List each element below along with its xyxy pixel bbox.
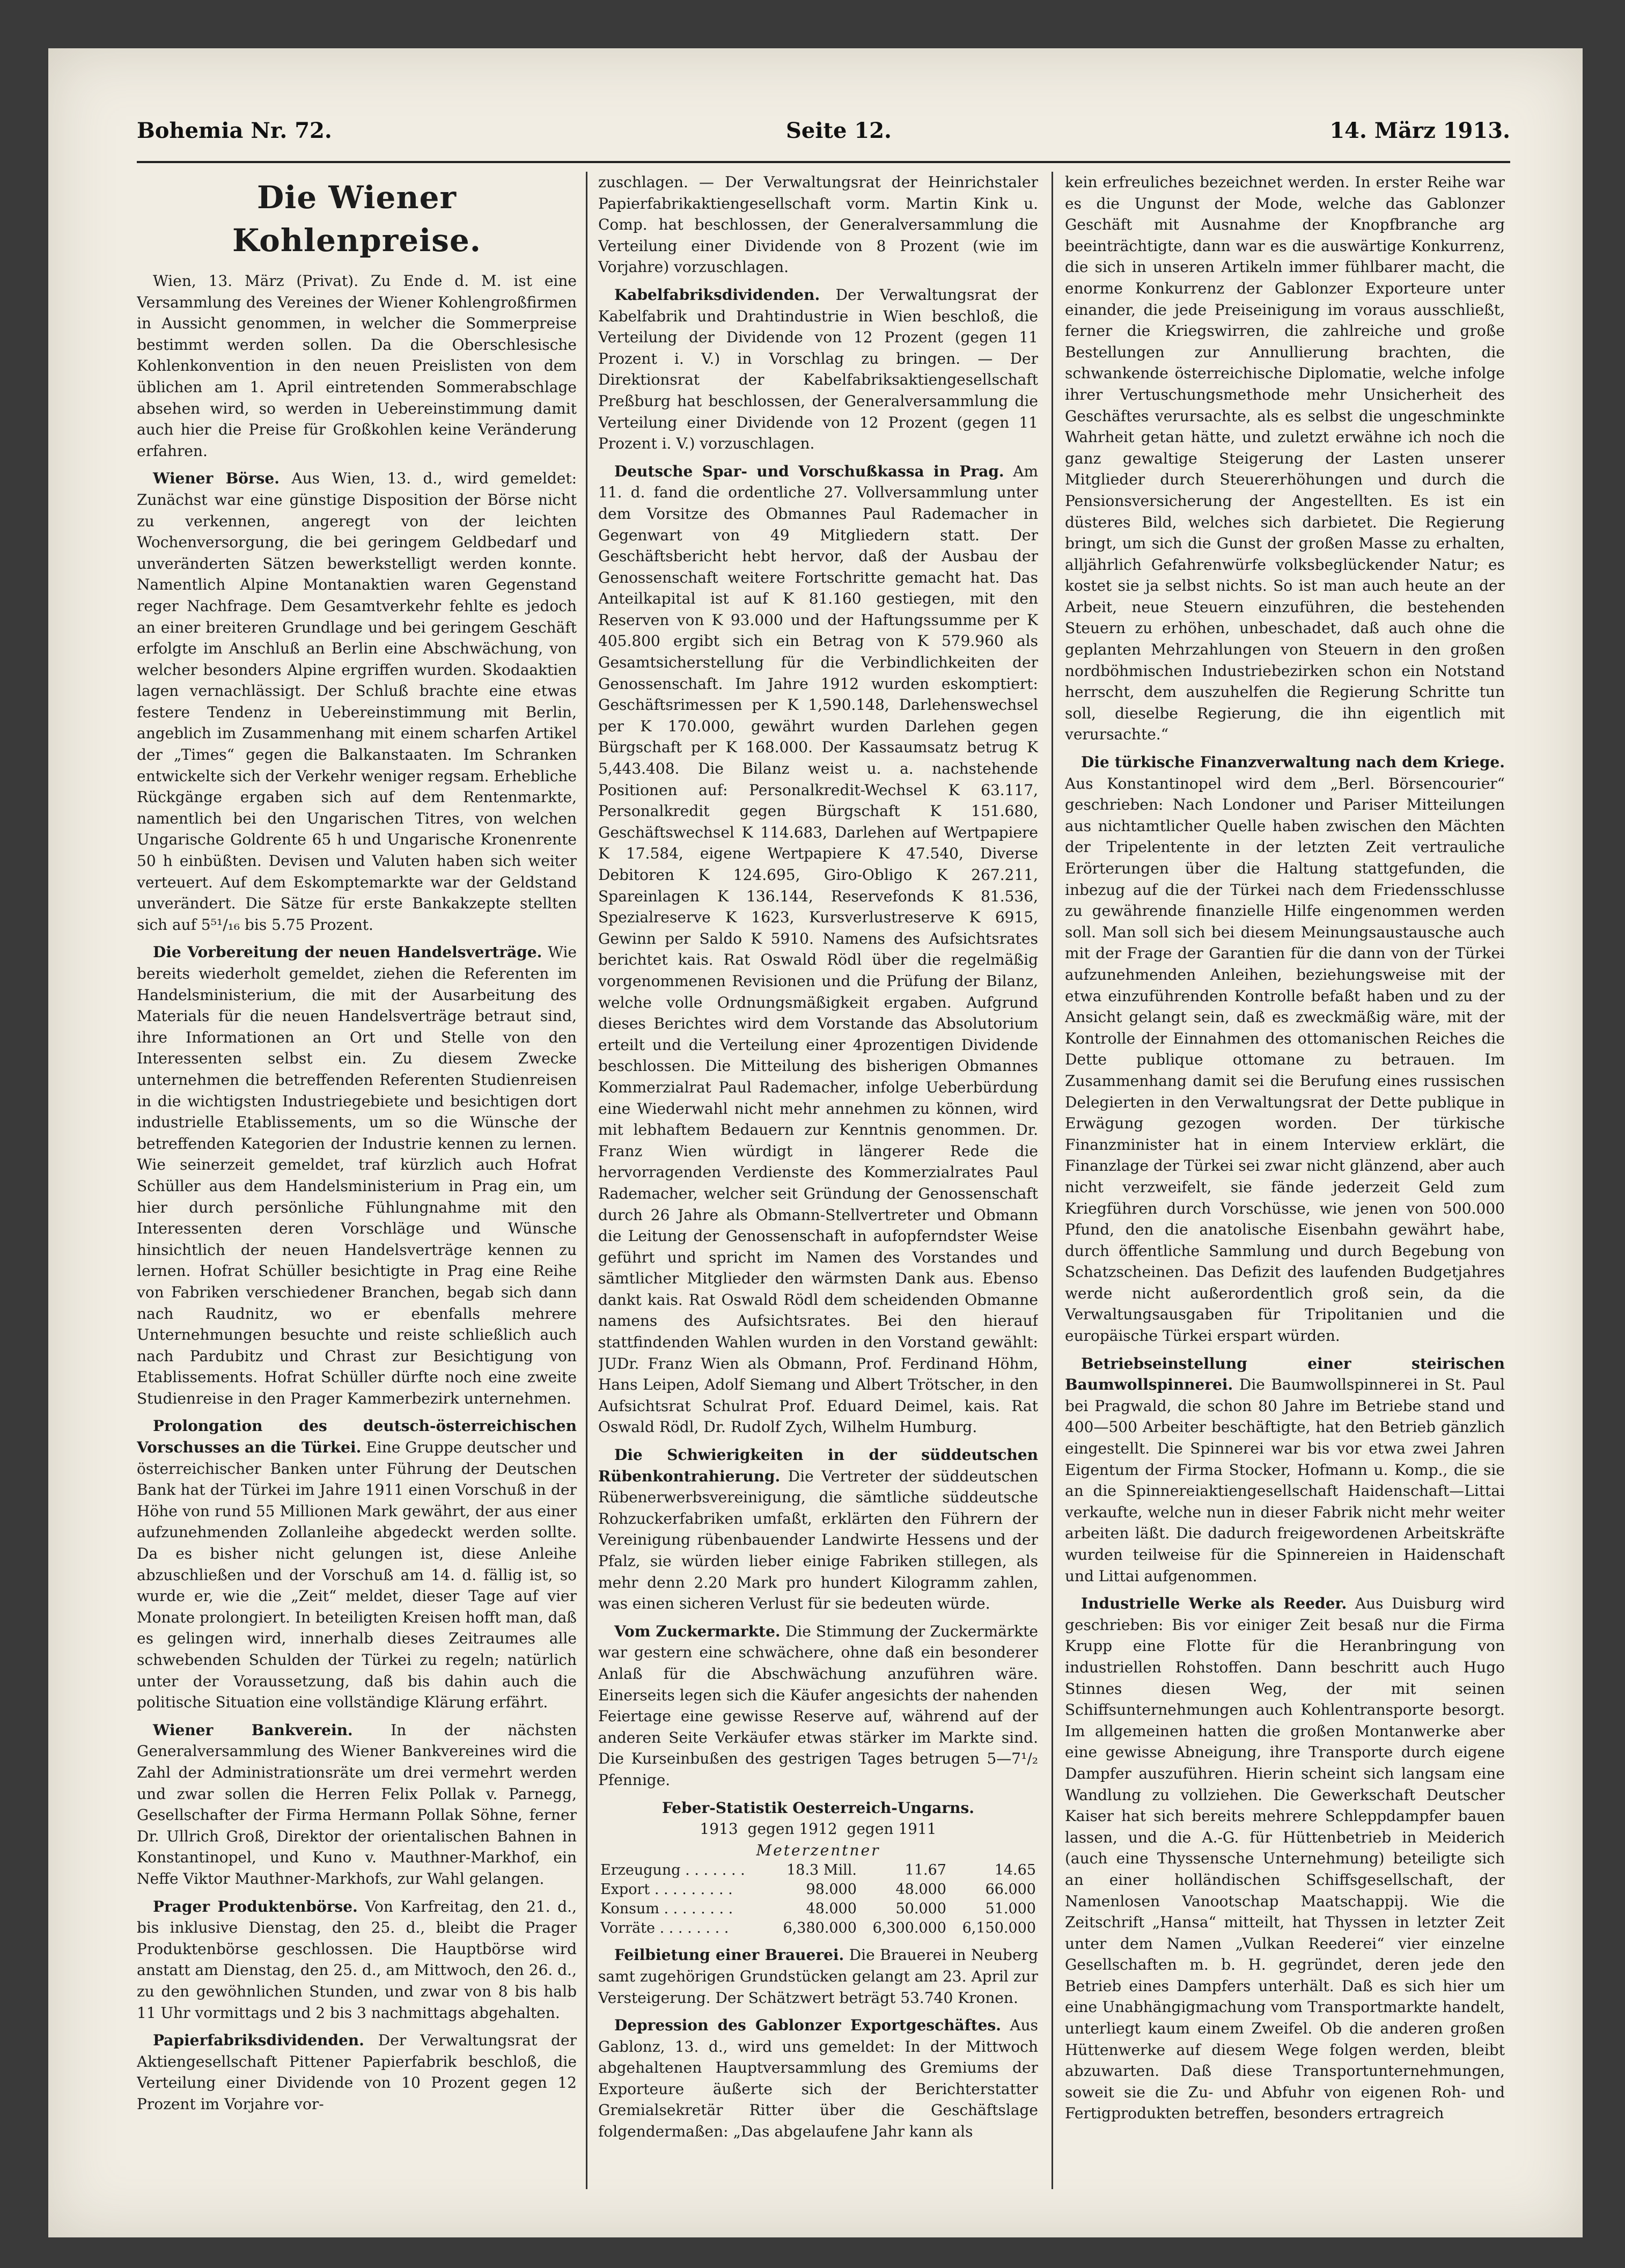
column-1	[137, 172, 577, 2189]
news-item-heading: Depression des Gablonzer Exportgeschäftes.	[614, 2016, 1001, 2035]
news-item-heading: Vom Zuckermarkte.	[614, 1622, 781, 1640]
news-item-heading: Kabelfabriksdividenden.	[614, 285, 820, 304]
news-item-heading: Die türkische Finanzverwaltung nach dem Kriege.	[1081, 753, 1505, 772]
news-item-heading: Prager Produktenbörse.	[153, 1897, 358, 1915]
stats-row	[598, 1880, 1038, 1899]
column-2	[598, 172, 1038, 2189]
news-item-text: Wie bereits wiederholt gemeldet, ziehen die Referenten im Handelsministerium, die mit der Ausarbeitung des Materials für die neuen Handelsverträge betraut sind, ihre Informationen an Ort und Stelle von den Interessenten selbst ein. Zu diesem Zwecke unternehmen die betreffenden Referenten Studienreisen in die wichtigsten Industriegebiete und besichtigen dort industrielle Etablissements, um so die Wünsche der betreffenden Kategorien der Industrie kennen zu lernen. Wie seinerzeit gemeldet, traf kürzlich auch Hofrat Schüller aus dem Handelsministerium in Prag ein, um hier durch persönliche Fühlungnahme mit den Interessenten deren Vorschläge und Wünsche hinsichtlich der neuen Handelsverträge kennen zu lernen. Hofrat Schüller besichtigte in Prag eine Reihe von Fabriken verschiedener Branchen, begab sich dann nach Raudnitz, wo er ebenfalls mehrere Unternehmungen besuchte und reiste schließlich auch nach Pardubitz und Chrast zur Besichtigung von Etablissements. Hofrat Schüller dürfte noch eine zweite Studienreise in den Prager Kammerbezirk unternehmen.	[137, 943, 577, 1407]
news-item-text: In der nächsten Generalversammlung des Wiener Bankvereines wird die Zahl der Administrationsräte um drei vermehrt werden und zwar sollen die Herren Felix Pollak v. Parnegg, Gesellschafter der Firma Hermann Pollak Söhne, ferner Dr. Ullrich Groß, Direktor der orientalischen Bahnen in Konstantinopel, und Kuno v. Mauthner-Markhof, ein Neffe Viktor Mauthner-Markhofs, zur Wahl gelangen.	[137, 1721, 577, 1888]
column-2-body	[598, 172, 1038, 2142]
stats-title: Feber-Statistik Oesterreich-Ungarns.	[661, 1799, 975, 1817]
stats-cell: 48.000	[806, 1900, 857, 1918]
stats-cell: Erzeugung . . . . . . .	[600, 1862, 745, 1879]
news-item-heading: Papierfabriksdividenden.	[153, 2031, 364, 2050]
news-item	[137, 1415, 577, 1713]
page-header	[137, 118, 1510, 150]
news-item	[1065, 1353, 1505, 1587]
column-1-body	[137, 468, 577, 2115]
article-title: Die Wiener Kohlenpreise.	[232, 179, 481, 259]
news-item-text: Aus Wien, 13. d., wird gemeldet: Zunächst war eine günstige Disposition der Börse nicht zu verkennen, angeregt von der leichten Wochenversorgung, die bei geringem Geldbedarf und unveränderten Sätzen bewerkstelligt werden konnte. Namentlich Alpine Montanaktien waren Gegenstand reger Nachfrage. Dem Gesamtverkehr fehlte es jedoch an einer breiteren Grundlage und bei geringem Geschäft erfolgte im Anschluß an Berlin eine Abschwächung, von welcher besonders Alpine ergriffen wurden. Skodaaktien lagen vernachlässigt. Der Schluß brachte eine etwas festere Tendenz in Uebereinstimmung mit Berlin, angeblich im Zusammenhang mit einem scharfen Artikel der „Times“ gegen die Balkanstaaten. Im Schranken entwickelte sich der Verkehr weniger regsam. Erhebliche Rückgänge ergaben sich auf dem Rentenmarkte, namentlich bei den Ungarischen Titres, von welchen Ungarische Goldrente 65 h und Ungarische Kronenrente 50 h einbüßten. Devisen und Valuten haben sich weiter verteuert. Auf dem Eskomptemarkte war der Geldstand unverändert. Die Sätze für erste Bankakzepte stellten sich auf 5⁵¹/₁₆ bis 5.75 Prozent.	[137, 469, 577, 934]
article-lead: Wien, 13. März (Privat). Zu Ende d. M. ist eine Versammlung des Vereines der Wiener Kohlengroßfirmen in Aussicht genommen, in welcher die Sommerpreise bestimmt werden sollen. Da die Oberschlesische Kohlenkonvention in den neuen Preislisten von dem üblichen am 1. April eintretenden Sommerabschlage absehen wird, so werden in Uebereinstimmung damit auch hier die Preise für Großkohlen keine Veränderung erfahren.	[137, 272, 577, 460]
news-item-text: Die Vertreter der süddeutschen Rübenerwerbsvereinigung, die sämtliche süddeutsche Rohzuckerfabriken umfaßt, erklärten den Führern der Vereinigung rübenbauender Landwirte Hessens und der Pfalz, sie würden lieber einige Fabriken stillegen, als mehr denn 2.20 Mark pro hundert Kilogramm zahlen, was einen sicheren Verlust für sie bedeuten würde.	[598, 1467, 1038, 1613]
news-item	[137, 1720, 577, 1890]
news-item-text: Aus Duisburg wird geschrieben: Bis vor einiger Zeit besaß nur die Firma Krupp eine Flotte für die Heranbringung von industriellen Rohstoffen. Dann beschritt auch Hugo Stinnes diesen Weg, der mit seinen Schiffsunternehmungen auch Kohlentransporte besorgt. Im allgemeinen hatten die großen Montanwerke aber eine gewisse Abneigung, ihre Transporte durch eigene Dampfer auszuführen. Hierin scheint sich langsam eine Wandlung zu vollziehen. Die Gewerkschaft Deutscher Kaiser hat sich bereits mehrere Schleppdampfer bauen lassen, und die A.-G. für Hüttenbetrieb in Meiderich (auch eine Thyssensche Unternehmung) beteiligte sich an einer holländischen Schiffsgesellschaft, der Namenlosen Vanootschap Maatschappij. Wie die Zeitschrift „Hansa“ mitteilt, hat Thyssen in letzter Zeit unter dem Namen „Vulkan Reederei“ vier einzelne Gesellschaften m. b. H. gegründet, deren jede den Betrieb eines Dampfers unterhält. Daß es sich hier um eine Unabhängigmachung vom Transportmarkte handelt, unterliegt kaum einem Zweifel. Ob die anderen großen Hüttenwerke auf diesem Wege folgen werden, bleibt abzuwarten. Daß diese Transportunternehmungen, soweit sie die Zu- und Abfuhr von eigenen Roh- und Fertigprodukten betreffen, besonders ertragreich	[1065, 1595, 1505, 2123]
news-item-text: Die Brauerei in Neuberg samt zugehörigen Grundstücken gelangt am 23. April zur Versteigerung. Der Schätzwert beträgt 53.740 Kronen.	[598, 1946, 1038, 2007]
stats-cell: 51.000	[985, 1900, 1036, 1918]
news-item	[598, 1444, 1038, 1614]
column-divider	[586, 172, 587, 2189]
news-item	[1065, 752, 1505, 1347]
stats-row	[598, 1919, 1038, 1938]
stats-cell: 6,300.000	[872, 1920, 946, 1937]
news-item-heading: Feilbietung einer Brauerei.	[614, 1946, 844, 1964]
header-page-number: Seite 12.	[786, 118, 892, 143]
news-item-heading: Die Schwierigkeiten in der süddeutschen Rübenkontrahierung.	[598, 1446, 1038, 1485]
news-item	[137, 468, 577, 935]
news-item-text: zuschlagen. — Der Verwaltungsrat der Heinrichstaler Papierfabrikaktiengesellschaft vorm. Martin Kink u. Comp. hat beschlossen, der Generalversammlung die Verteilung einer Dividende von 8 Prozent (wie im Vorjahre) vorzuschlagen.	[598, 173, 1038, 276]
news-item-heading: Industrielle Werke als Reeder.	[1081, 1595, 1347, 1613]
stats-cell: 66.000	[985, 1881, 1036, 1898]
news-item	[598, 1621, 1038, 1791]
news-item	[598, 461, 1038, 1438]
stats-cell: 14.65	[994, 1862, 1036, 1879]
stats-cell: 11.67	[905, 1862, 946, 1879]
stats-cell: 98.000	[806, 1881, 857, 1898]
news-item	[598, 172, 1038, 278]
stats-cell: 6,150.000	[962, 1920, 1036, 1937]
news-item	[598, 284, 1038, 454]
news-item	[137, 1896, 577, 2024]
stats-cell: 6,380.000	[783, 1920, 857, 1937]
stats-unit: Meterzentner	[756, 1841, 880, 1859]
news-item	[137, 942, 577, 1409]
stats-cell: Export . . . . . . . . .	[600, 1881, 733, 1898]
news-item	[598, 2015, 1038, 2142]
stats-cell: 18.3 Mill.	[786, 1862, 857, 1879]
stats-cell: Vorräte . . . . . . . .	[600, 1920, 729, 1937]
news-item	[598, 1944, 1038, 2008]
news-item	[137, 2030, 577, 2115]
news-item-text: Die Stimmung der Zuckermärkte war gestern eine schwächere, ohne daß ein besonderer Anlaß für die Abschwächung anzuführen wäre. Einerseits legen sich die Käufer angesichts der nahenden Feiertage eine gewisse Reserve auf, während auf der anderen Seite Verkäufer etwas stärker im Markte sind. Die Kurseinbußen des gestrigen Tages betrugen 5—7¹/₂ Pfennige.	[598, 1622, 1038, 1789]
news-item-text: kein erfreuliches bezeichnet werden. In erster Reihe war es die Ungunst der Mode, welche das Gablonzer Geschäft mit Ausnahme der Knopfbranche arg beeinträchtigte, dann war es die auswärtige Konkurrenz, die sich in unseren Artikeln immer fühlbarer macht, die enorme Konkurrenz der Gablonzer Exporteure unter einander, die jede Preiseinigung im voraus ausschließt, ferner die Kriegswirren, die zahlreiche und große Bestellungen zur Annullierung brachten, die schwankende österreichische Diplomatie, welche infolge ihrer Vertuschungsmethode mehr Unsicherheit des Geschäftes verursachte, als es selbst die ungeschminkte Wahrheit getan hätte, und zuletzt erwähne ich noch die ganz gewaltige Steigerung der Lasten unserer Mitglieder durch Steuererhöhungen und durch die Pensionsversicherung der Angestellten. Es ist ein düsteres Bild, welches sich darbietet. Die Regierung bringt, um sich die Gunst der großen Masse zu erhalten, alljährlich Gefahrenwürfe volksbeglückender Natur; es kostet sie ja selbst nichts. So ist man auch heute an der Arbeit, neue Steuern einzuführen, die bestehenden Steuern zu erhöhen, unbeschadet, daß auch ohne die geplanten Mehrzahlungen von Steuern in den großen nordböhmischen Industriebezirken schon ein Notstand herrscht, dem auszuhelfen die Regierung Schritte tun soll, dieselbe Regierung, die ihn eigentlich mit verursachte.“	[1065, 173, 1505, 744]
news-item-heading: Wiener Bankverein.	[153, 1721, 353, 1739]
header-issue: Bohemia Nr. 72.	[137, 118, 332, 143]
news-item-text: Eine Gruppe deutscher und österreichischer Banken unter Führung der Deutschen Bank hat der Türkei im Jahre 1911 einen Vorschuß in der Höhe von rund 55 Millionen Mark gewährt, der aus einer aufzunehmenden Zollanleihe abgedeckt werden sollte. Da es bisher nicht gelungen ist, diese Anleihe abzuschließen und der Vorschuß am 14. d. fällig ist, so wurde er, wie die „Zeit“ meldet, dieser Tage auf vier Monate prolongiert. In beteiligten Kreisen hofft man, daß es gelingen wird, innerhalb dieses Zeitraumes alle schwebenden Schulden der Türkei zu regeln; natürlich unter der Voraussetzung, daß bis dahin auch die politische Situation eine vollständige Klärung erfährt.	[137, 1438, 577, 1712]
news-item-text: Aus Konstantinopel wird dem „Berl. Börsencourier“ geschrieben: Nach Londoner und Pariser Mitteilungen aus nichtamtlicher Quelle haben zwischen den Mächten der Tripelentente in der letzten Zeit vertrauliche Erörterungen über die Haltung stattgefunden, die inbezug auf die der Türkei nach dem Friedensschlusse zu gewährende finanzielle Hilfe eingenommen werden soll. Man soll sich bei diesem Meinungsaustausche auch mit der Frage der Garantien für die dann von der Türkei aufzunehmenden Anleihen, beziehungsweise mit der etwa einzuführenden Kontrolle befaßt haben und zu der Ansicht gelangt sein, daß es zweckmäßig wäre, mit der Kontrolle der Einnahmen des ottomanischen Reiches die Dette publique ottomane zu betrauen. Im Zusammenhang damit sei die Berufung eines russischen Delegierten in den Verwaltungsrat der Dette publique in Erwägung gezogen worden. Der türkische Finanzminister hat in einem Interview erklärt, die Finanzlage der Türkei sei zwar nicht glänzend, aber auch nicht verzweifelt, sie fände jederzeit Geld zum Kriegführen durch Vorschüsse, wie jenen von 500.000 Pfund, den die anatolische Eisenbahn gewährt habe, durch öffentliche Sammlung und durch Begebung von Schatzscheinen. Das Defizit des laufenden Budgetjahres werde nicht außerordentlich groß sein, da die Verwaltungsausgaben für Tripolitanien und die europäische Türkei erspart würden.	[1065, 774, 1505, 1345]
news-item-heading: Deutsche Spar- und Vorschußkassa in Prag.	[614, 462, 1004, 480]
news-item-text: Aus Gablonz, 13. d., wird uns gemeldet: In der Mittwoch abgehaltenen Hauptversammlung des Gremiums der Exporteure äußerte sich der Berichterstatter Gremialsekretär Ritter über die Geschäftslage folgendermaßen: „Das abgelaufene Jahr kann als	[598, 2016, 1038, 2141]
news-item-text: Die Baumwollspinnerei in St. Paul bei Pragwald, die schon 80 Jahre im Betriebe stand und 400—500 Arbeiter beschäftigte, hat den Betrieb gänzlich eingestellt. Die Spinnerei war bis vor etwa zwei Jahren Eigentum der Firma Stocker, Hofmann u. Komp., die sie an die Spinnereiaktiengesellschaft Haidenschaft—Littai verkaufte, welche nun in dieser Fabrik nicht mehr weiter arbeiten läßt. Die dadurch freigewordenen Arbeitskräfte wurden teilweise für die Spinnereien in Haidenschaft und Littai aufgenommen.	[1065, 1376, 1505, 1585]
news-item-heading: Prolongation des deutsch-österreichischen Vorschusses an die Türkei.	[137, 1417, 577, 1457]
stats-row	[598, 1899, 1038, 1919]
column-divider	[1052, 172, 1053, 2189]
column-3-body	[1065, 172, 1505, 2124]
header-date: 14. März 1913.	[1329, 118, 1510, 143]
column-3	[1065, 172, 1505, 2189]
header-rule	[137, 161, 1510, 163]
stats-cell: 48.000	[895, 1881, 946, 1898]
news-item	[1065, 1593, 1505, 2124]
news-item-text: Der Verwaltungsrat der Kabelfabrik und Drahtindustrie in Wien beschloß, die Verteilung der Dividende von 12 Prozent (gegen 11 Prozent i. V.) in Vorschlag zu bringen. — Der Direktionsrat der Kabelfabriksaktiengesellschaft Preßburg hat beschlossen, der Generalversammlung die Verteilung einer Dividende von 12 Prozent (gegen 11 Prozent i. V.) vorzuschlagen.	[598, 285, 1038, 453]
news-item-heading: Betriebseinstellung einer steirischen Baumwollspinnerei.	[1065, 1354, 1505, 1394]
stats-years: 1913 gegen 1912 gegen 1911	[700, 1820, 937, 1838]
news-item-text: Der Verwaltungsrat der Aktiengesellschaft Pittener Papierfabrik beschloß, die Verteilung einer Dividende von 10 Prozent gegen 12 Prozent im Vorjahre vor-	[137, 2031, 577, 2113]
news-item-heading: Wiener Börse.	[153, 469, 280, 488]
news-item	[1065, 172, 1505, 745]
stats-cell: 50.000	[895, 1900, 946, 1918]
news-item-text: Von Karfreitag, den 21. d., bis inklusive Dienstag, den 25. d., bleibt die Prager Produktenbörse geschlossen. Die Hauptbörse wird anstatt am Dienstag, den 25. d., am Mittwoch, den 26. d., zu den gewöhnlichen Stunden, und zwar von 8 bis halb 11 Uhr vormittags und 2 bis 3 nachmittags abgehalten.	[137, 1897, 577, 2022]
news-item-text: Am 11. d. fand die ordentliche 27. Vollversammlung unter dem Vorsitze des Obmannes Paul Rademacher in Gegenwart von 49 Mitgliedern statt. Der Geschäftsbericht hebt hervor, daß der Ausbau der Genossenschaft weitere Fortschritte gemacht hat. Das Anteilkapital ist auf K 81.160 gestiegen, mit den Reserven von K 93.000 und der Haftungssumme per K 405.800 ergibt sich ein Betrag von K 579.960 als Gesamtsicherstellung für die Verbindlichkeiten der Genossenschaft. Im Jahre 1912 wurden eskomptiert: Geschäftsrimessen per K 1,590.148, Darlehenswechsel per K 170.000, gewährt wurden Darlehen gegen Bürgschaft per K 168.000. Der Kassaumsatz betrug K 5,443.408. Die Bilanz weist u. a. nachstehende Positionen auf: Personalkredit-Wechsel K 63.117, Personalkredit gegen Bürgschaft K 151.680, Geschäftswechsel K 114.683, Darlehen auf Wertpapiere K 17.584, eigene Wertpapiere K 47.540, Diverse Debitoren K 124.695, Giro-Obligo K 267.211, Spareinlagen K 136.144, Reservefonds K 81.536, Spezialreserve K 1623, Kursverlustreserve K 6915, Gewinn per Saldo K 5910. Namens des Aufsichtsrates berichtet kais. Rat Oswald Rödl über die regelmäßig vorgenommenen Revisionen und die Prüfung der Bilanz, welche volle Ordnungsmäßigkeit ergaben. Aufgrund dieses Berichtes wird dem Vorstande das Absolutorium erteilt und die Verteilung einer 4prozentigen Dividende beschlossen. Die Mitteilung des bisherigen Obmannes Kommerzialrat Paul Rademacher, infolge Ueberbürdung eine Wiederwahl nicht mehr annehmen zu können, wird mit lebhaftem Bedauern zur Kenntnis genommen. Dr. Franz Wien würdigt in längerer Rede die hervorragenden Verdienste des Kommerzialrates Paul Rademacher, welcher seit Gründung der Genossenschaft durch 26 Jahre als Obmann-Stellvertreter und Obmann die Leitung der Genossenschaft in aufopferndster Weise geführt und spricht im Namen des Vorstandes und sämtlicher Mitglieder den wärmsten Dank aus. Ebenso dankt kais. Rat Oswald Rödl dem scheidenden Obmanne namens des Aufsichtsrates. Bei den hierauf stattfindenden Wahlen wurden in den Vorstand gewählt: JUDr. Franz Wien als Obmann, Prof. Ferdinand Höhm, Hans Leipen, Adolf Siemang und Albert Trötscher, in den Aufsichtsrat Schulrat Prof. Eduard Deimel, kais. Rat Oswald Rödl, Dr. Rudolf Zych, Wilhelm Humburg.	[598, 462, 1038, 1436]
stats-cell: Konsum . . . . . . . .	[600, 1900, 733, 1918]
news-item-heading: Die Vorbereitung der neuen Handelsverträge.	[153, 943, 542, 961]
stats-row	[598, 1861, 1038, 1880]
stats-table	[598, 1861, 1038, 1938]
